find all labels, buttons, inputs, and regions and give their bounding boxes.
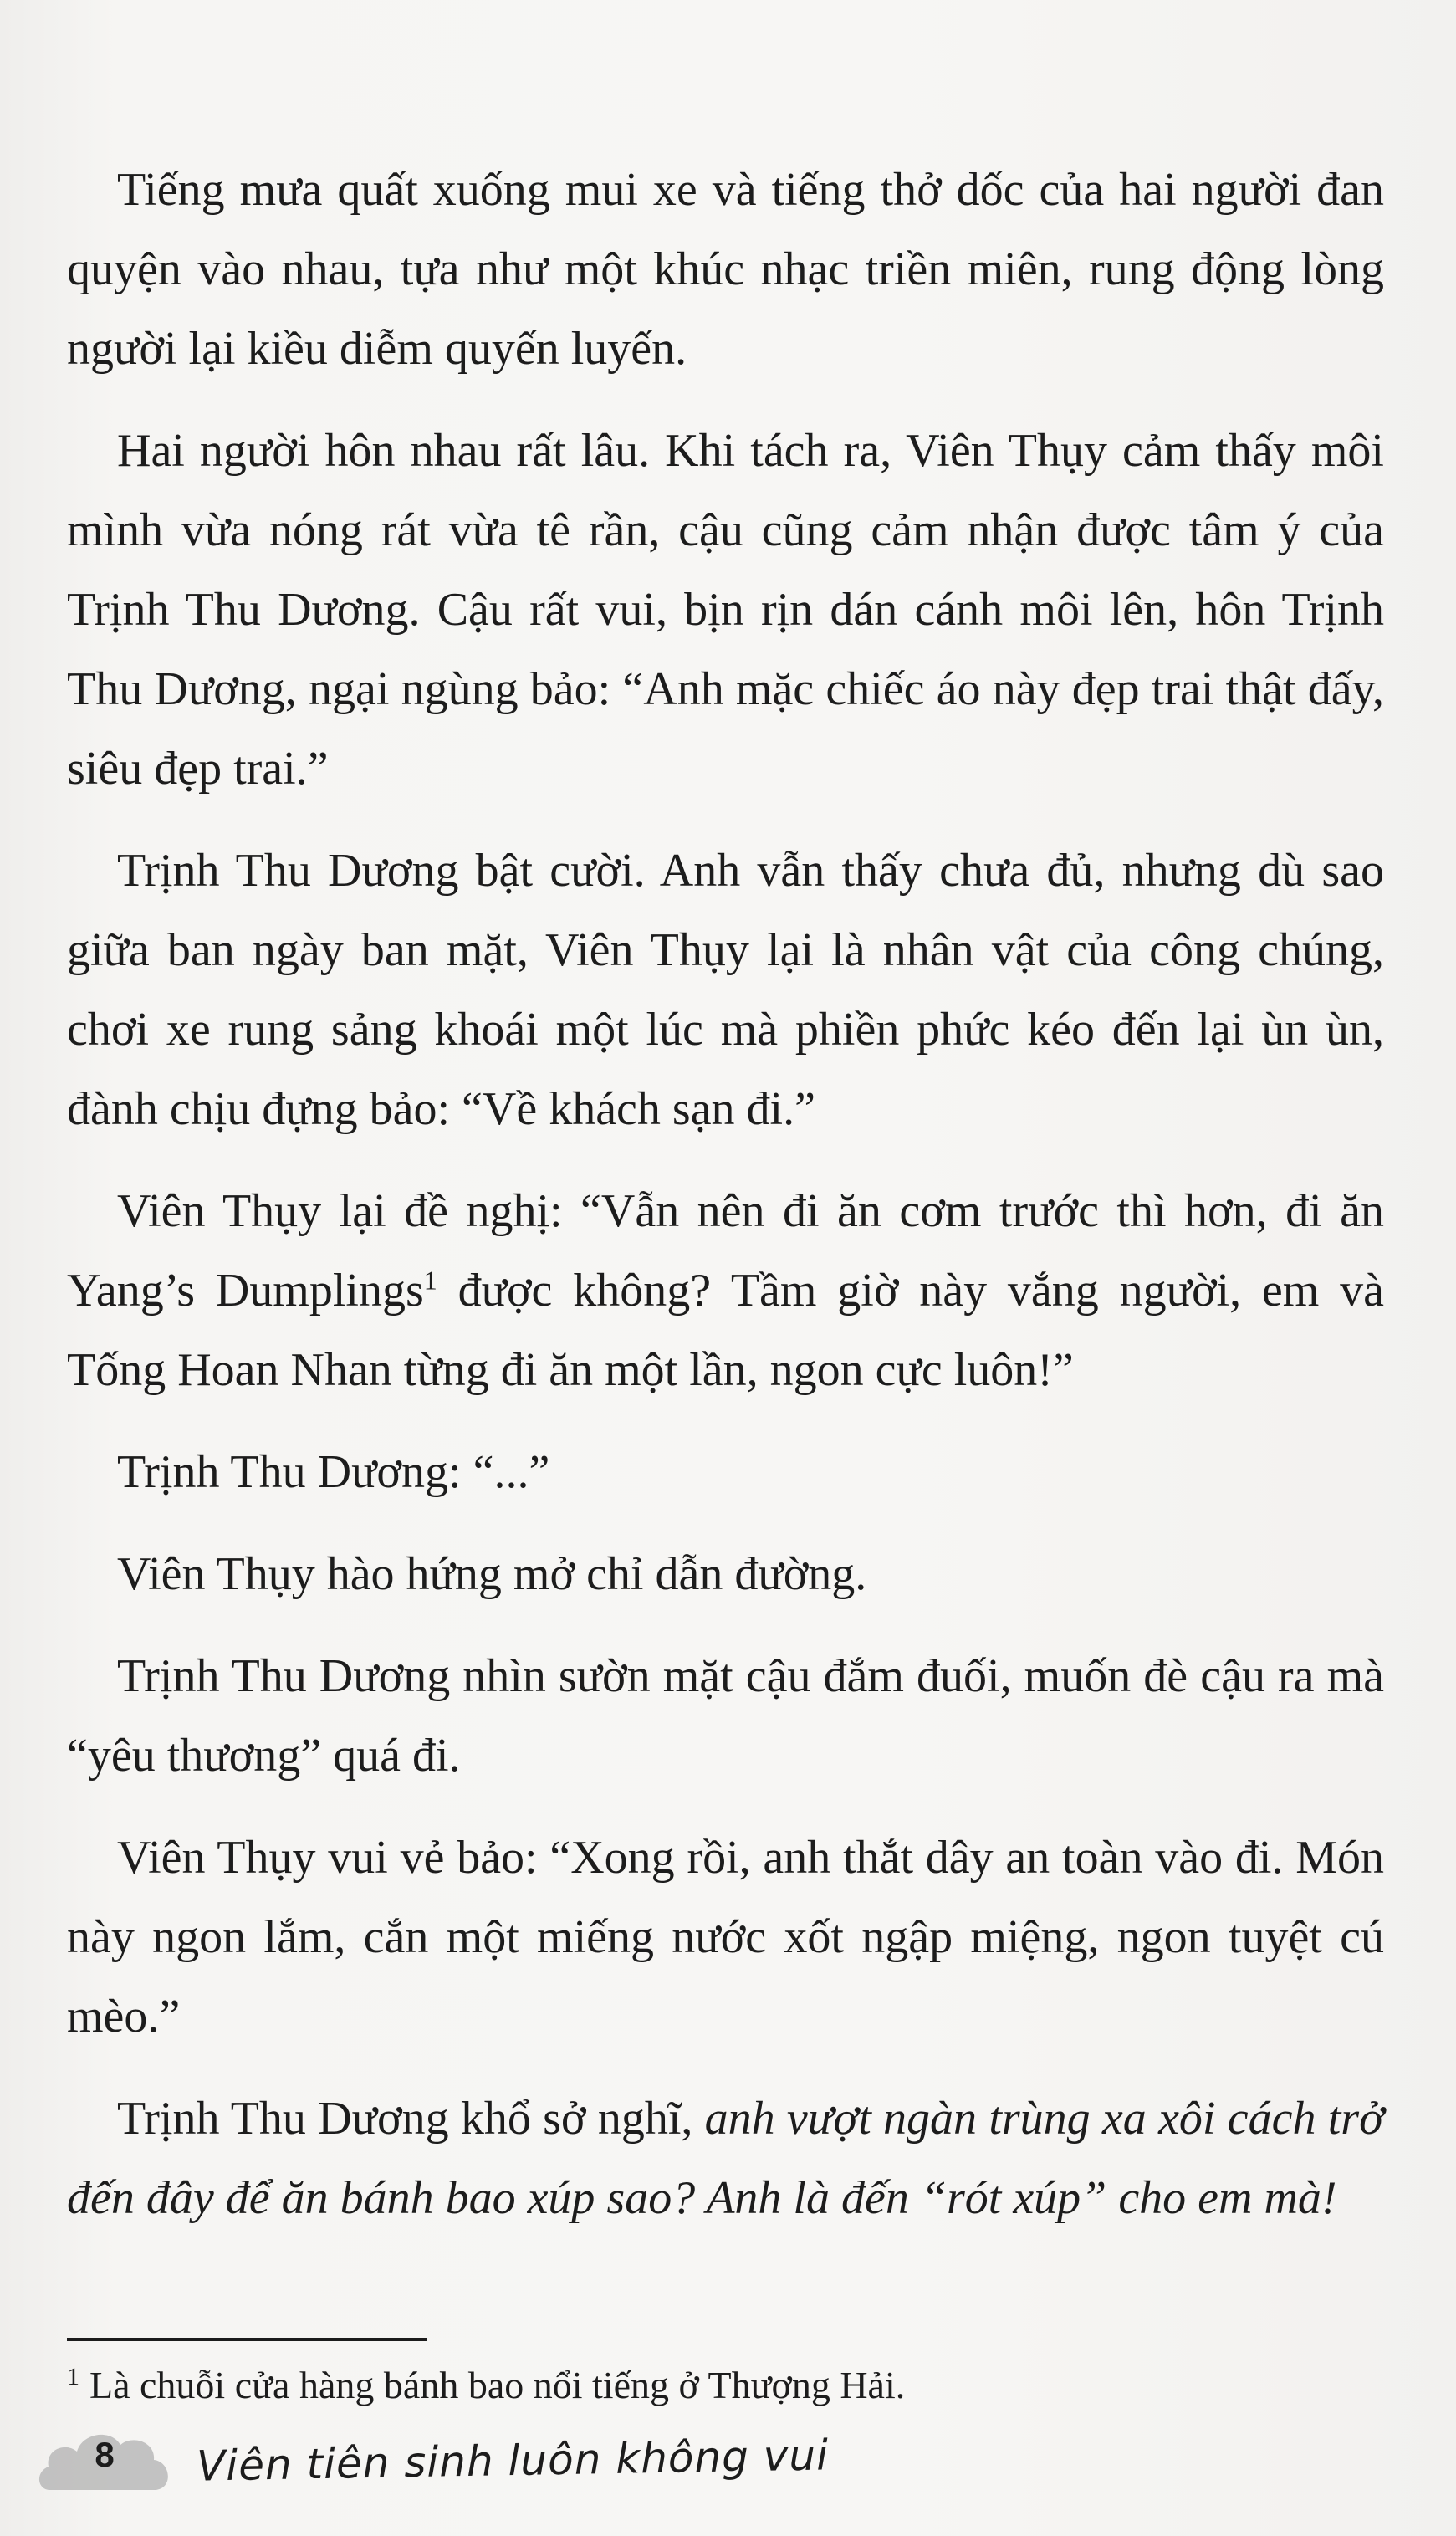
paragraph-1 [67, 151, 1384, 389]
paragraph-8 [67, 1818, 1384, 2057]
paragraph-4 [67, 1172, 1384, 1410]
paragraph-text-before: Viên Thụy lại đề nghị: “Vẫn nên đi ăn cơm trước thì hơn, đi ăn Yang’s Dumplings [67, 1185, 1384, 1317]
paragraph-text-after: được không? Tầm giờ này vắng người, em và Tống Hoan Nhan từng đi ăn một lần, ngon cực luôn!” [67, 1265, 1384, 1396]
page-number: 8 [95, 2435, 115, 2474]
paragraph-3 [67, 831, 1384, 1149]
paragraph-text: Viên Thụy hào hứng mở chỉ dẫn đường. [117, 1548, 867, 1600]
paragraph-7 [67, 1637, 1384, 1796]
paragraph-9 [67, 2079, 1384, 2238]
footnote-divider [67, 2338, 427, 2341]
footnote-reference: 1 [423, 1265, 437, 1296]
italic-thought: anh vượt ngàn trùng xa xôi cách trở đến đây để ăn bánh bao xúp sao? Anh là đến “rót xúp” cho em mà! [67, 2093, 1384, 2224]
paragraph-2 [67, 412, 1384, 809]
paragraph-text: Tiếng mưa quất xuống mui xe và tiếng thở dốc của hai người đan quyện vào nhau, tựa như một khúc nhạc triền miên, rung động lòng người lại kiều diễm quyến luyến. [67, 164, 1384, 375]
paragraph-6 [67, 1535, 1384, 1614]
paragraph-5 [67, 1433, 1384, 1512]
paragraph-text: Trịnh Thu Dương bật cười. Anh vẫn thấy chưa đủ, nhưng dù sao giữa ban ngày ban mặt, Viên Thụy lại là nhân vật của công chúng, chơi xe rung sảng khoái một lúc mà phiền phức kéo đến lại ùn ùn, đành chịu đựng bảo: “Về khách sạn đi.” [67, 845, 1384, 1135]
page-footer [33, 2413, 830, 2505]
paragraph-text-before: Trịnh Thu Dương khổ sở nghĩ, [117, 2093, 705, 2145]
paragraph-text: Hai người hôn nhau rất lâu. Khi tách ra, Viên Thụy cảm thấy môi mình vừa nóng rát vừa tê rần, cậu cũng cảm nhận được tâm ý của Trịnh Thu Dương. Cậu rất vui, bịn rịn dán cánh môi lên, hôn Trịnh Thu Dương, ngại ngùng bảo: “Anh mặc chiếc áo này đẹp trai thật đấy, siêu đẹp trai.” [67, 425, 1384, 795]
footnote-text: Là chuỗi cửa hàng bánh bao nổi tiếng ở Thượng Hải. [89, 2364, 906, 2406]
paragraph-text: Viên Thụy vui vẻ bảo: “Xong rồi, anh thắt dây an toàn vào đi. Món này ngon lắm, cắn một miếng nước xốt ngập miệng, ngon tuyệt cú mèo.” [67, 1832, 1384, 2043]
running-title: Viên tiên sinh luôn không vui [196, 2431, 830, 2491]
paragraph-text: Trịnh Thu Dương nhìn sườn mặt cậu đắm đuối, muốn đè cậu ra mà “yêu thương” quá đi. [67, 1650, 1384, 1782]
body-text [67, 151, 1384, 2406]
paragraph-text: Trịnh Thu Dương: “...” [117, 1446, 550, 1498]
footnote [67, 2360, 905, 2411]
footnote-mark: 1 [67, 2362, 79, 2390]
